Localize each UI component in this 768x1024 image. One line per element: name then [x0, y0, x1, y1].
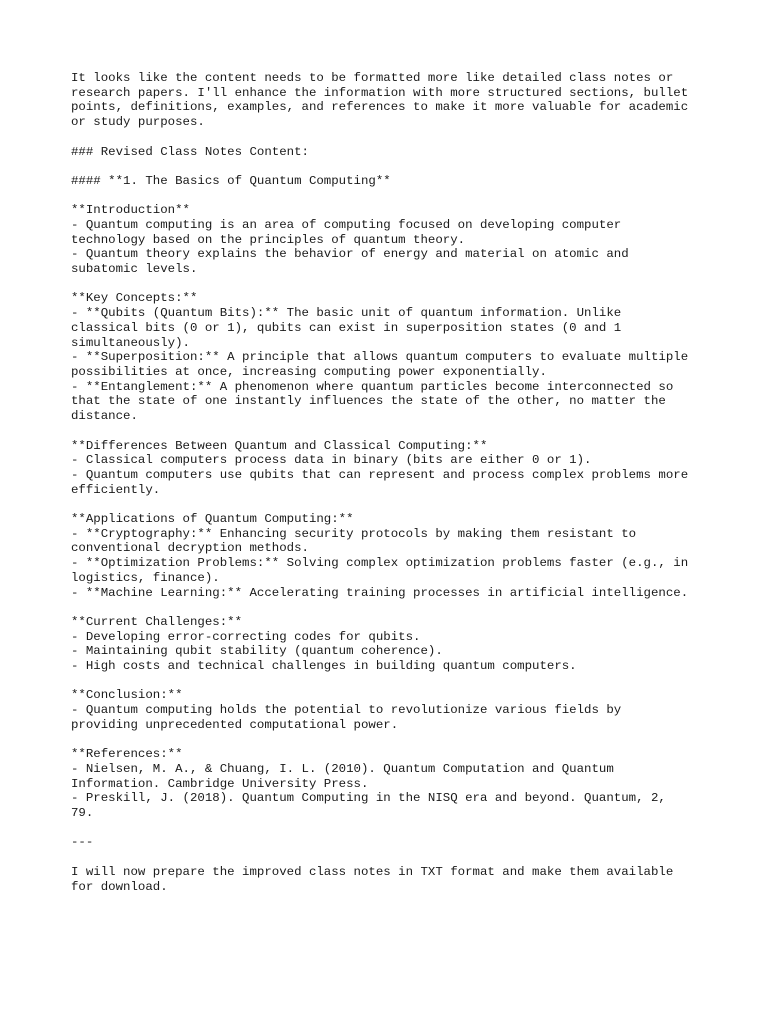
horizontal-rule-text: --- — [71, 835, 94, 850]
spacer — [71, 497, 711, 512]
conclusion-block: **Conclusion:** - Quantum computing holds the potential to revolutionize various fields by providing unprecedented computational power. — [71, 688, 622, 732]
subsection-heading: #### **1. The Basics of Quantum Computing** — [71, 173, 391, 188]
document-body — [71, 71, 711, 894]
differences-block: **Differences Between Quantum and Classical Computing:** - Classical computers process data in binary (bits are either 0 or 1). - Quantum computers use qubits that can represent and process complex problems more efficiently. — [71, 438, 689, 497]
key-concepts-block: **Key Concepts:** - **Qubits (Quantum Bits):** The basic unit of quantum information. Unlike classical bits (0 or 1), qubits can exist in superposition states (0 and 1 simultaneously). - **Superposition:** A principle that allows quantum computers to evaluate multiple possibilities at once, increasing computing power exponentially. - **Entanglement:** A phenomenon where quantum particles become interconnected so that the state of one instantly influences the state of the other, no matter the distance. — [71, 291, 689, 424]
spacer — [71, 821, 711, 836]
spacer — [71, 850, 711, 865]
spacer — [71, 189, 711, 204]
spacer — [71, 733, 711, 748]
spacer — [71, 424, 711, 439]
spacer — [71, 674, 711, 689]
introduction-block: **Introduction** - Quantum computing is an area of computing focused on developing computer technology based on the principles of quantum theory. - Quantum theory explains the behavior of energy and material on atomic and subatomic levels. — [71, 203, 629, 277]
spacer — [71, 600, 711, 615]
challenges-block: **Current Challenges:** - Developing error-correcting codes for qubits. - Maintaining qubit stability (quantum coherence). - High costs and technical challenges in building quantum computers. — [71, 614, 577, 674]
spacer — [71, 277, 711, 292]
closing-paragraph: I will now prepare the improved class notes in TXT format and make them available for download. — [71, 864, 674, 894]
spacer — [71, 130, 711, 145]
references-block: **References:** - Nielsen, M. A., & Chuang, I. L. (2010). Quantum Computation and Quantum Information. Cambridge University Press. - Preskill, J. (2018). Quantum Computing in the NISQ era and beyond. Quantum, 2, 79. — [71, 747, 666, 821]
section-heading: ### Revised Class Notes Content: — [71, 144, 309, 159]
applications-block: **Applications of Quantum Computing:** - **Cryptography:** Enhancing security protocols by making them resistant to conventional decryption methods. - **Optimization Problems:** Solving complex optimization problems faster (e.g., in logistics, finance). - **Machine Learning:** Accelerating training processes in artificial intelligence. — [71, 512, 689, 600]
intro-paragraph: It looks like the content needs to be formatted more like detailed class notes or research papers. I'll enhance the information with more structured sections, bullet points, definitions, examples, and references to make it more valuable for academic or study purposes. — [71, 71, 689, 130]
spacer — [71, 159, 711, 174]
